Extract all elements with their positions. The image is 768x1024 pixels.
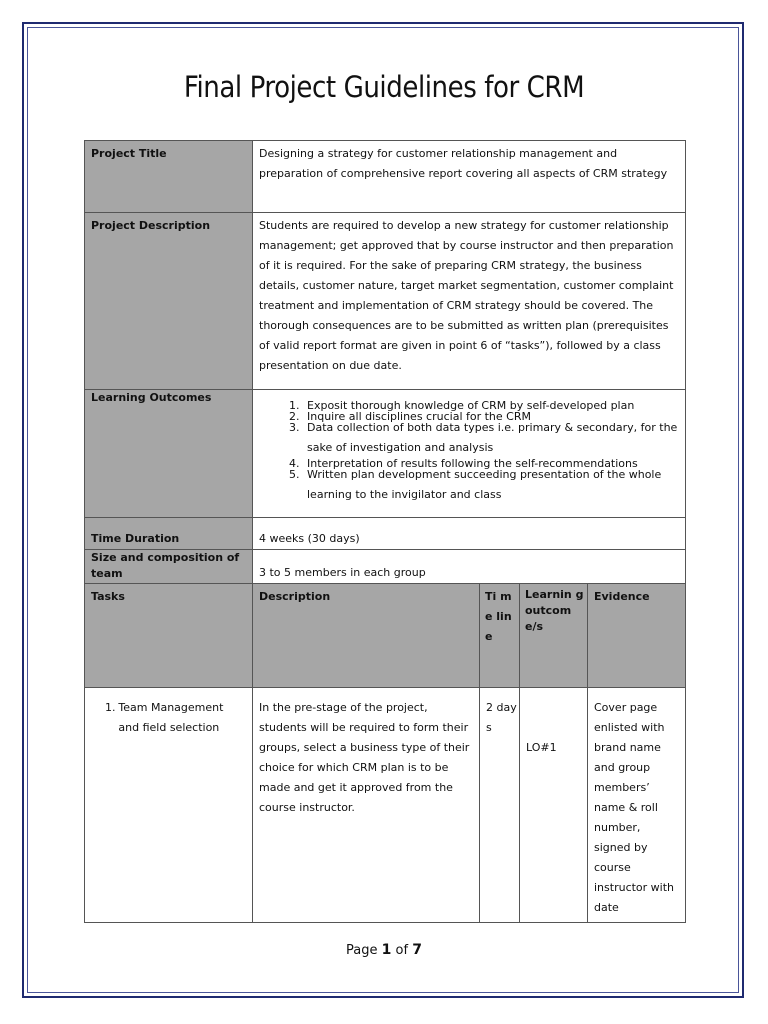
row-learning-outcomes (85, 390, 686, 518)
task-timeline: 2 day s (480, 688, 520, 923)
total-page-number: 7 (412, 942, 422, 958)
task-description: In the pre-stage of the project, students will be required to form their groups, select a business type of their choice for which CRM plan is to be made and get it approved from the course instructor. (253, 688, 480, 923)
learning-outcomes-value (253, 390, 686, 518)
project-description-label: Project Description (85, 213, 253, 390)
learning-outcome-item (303, 418, 679, 458)
guidelines-table (84, 140, 686, 923)
task-name: Team Management and field selection (118, 701, 224, 734)
time-duration-value: 4 weeks (30 days) (253, 518, 686, 550)
description-header: Description (253, 584, 480, 688)
time-duration-label: Time Duration (85, 518, 253, 550)
learning-outcome-item-text: 5. Written plan development succeeding presentation of the whole learning to the invigilator and class (307, 468, 662, 501)
row-project-title (85, 141, 686, 213)
document-title: Final Project Guidelines for CRM (183, 70, 585, 104)
row-team-size (85, 550, 686, 584)
team-size-label: Size and composition of team (85, 550, 253, 584)
project-description-value: Students are required to develop a new strategy for customer relationship management; get approved that by course instructor and then preparation of it is required. For the sake of preparing CRM strategy, the business details, customer nature, target market segmentation, customer complaint treatment and implementation of CRM strategy should be covered. The thorough consequences are to be submitted as written plan (prerequisites of valid report format are given in point 6 of “tasks”), followed by a class presentation on due date. (253, 213, 686, 390)
team-size-value: 3 to 5 members in each group (253, 550, 686, 584)
project-title-label: Project Title (85, 141, 253, 213)
of-word: of (395, 943, 409, 958)
row-project-description (85, 213, 686, 390)
row-time-duration (85, 518, 686, 550)
learning-outcome-item: 1. Exposit thorough knowledge of CRM by self-developed plan (303, 400, 679, 411)
learning-outcome-item-text: 3. Data collection of both data types i.e. primary & secondary, for the sake of investigation and analysis (307, 421, 678, 454)
current-page-number: 1 (381, 942, 392, 958)
learning-outcomes-header: Learnin g outcom e/s (520, 584, 588, 688)
learning-outcomes-label: Learning Outcomes (85, 390, 253, 518)
learning-outcome-item: 2. Inquire all disciplines crucial for the CRM (303, 411, 679, 422)
table-row (85, 688, 686, 923)
learning-outcome-item (303, 465, 679, 505)
task-evidence: Cover page enlisted with brand name and group members’ name & roll number, signed by course instructor with date (588, 688, 686, 923)
page-word: Page (346, 943, 378, 958)
evidence-header: Evidence (588, 584, 686, 688)
row-tasks-header (85, 584, 686, 688)
project-title-value: Designing a strategy for customer relationship management and preparation of comprehensive report covering all aspects of CRM strategy (253, 141, 686, 213)
tasks-header: Tasks (85, 584, 253, 688)
learning-outcomes-list (259, 390, 679, 505)
timeline-header: Ti me lin e (480, 584, 520, 688)
task-learning-outcome: LO#1 (520, 688, 588, 923)
learning-outcome-item: 4. Interpretation of results following the self-recommendations (303, 458, 679, 469)
task-number: 1. (105, 701, 116, 714)
task-name-cell (85, 688, 253, 923)
page-footer (0, 942, 768, 958)
